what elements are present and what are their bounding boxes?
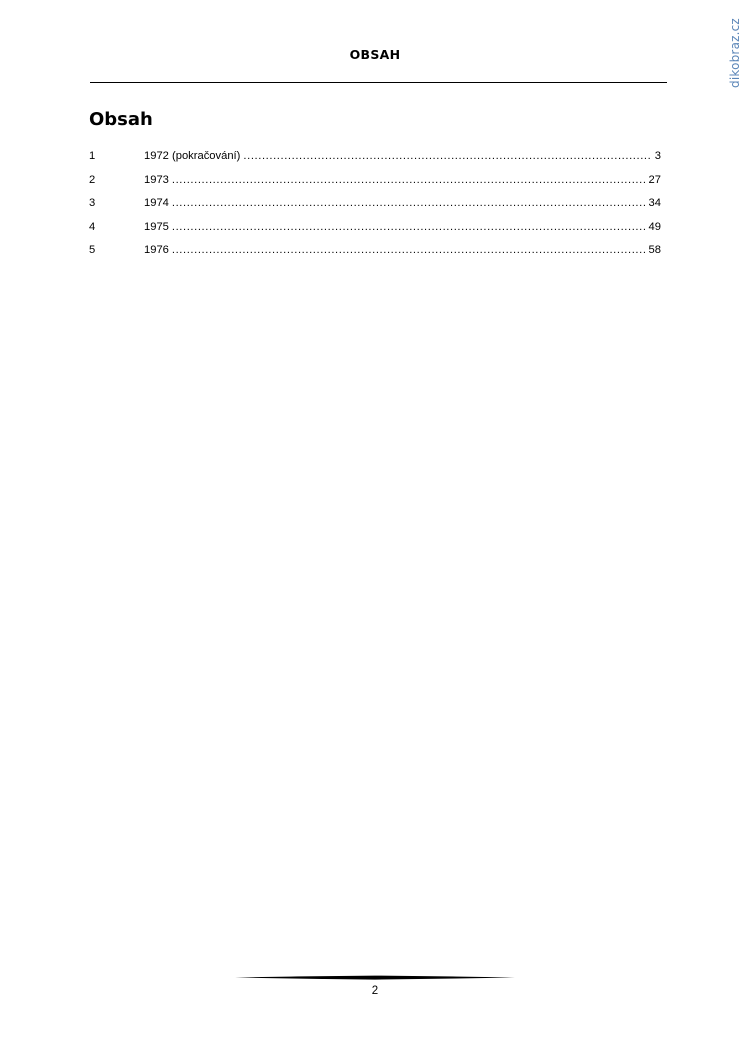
toc-entry[interactable] bbox=[89, 197, 661, 221]
toc-dot-leader bbox=[172, 197, 645, 209]
toc-entry-number: 5 bbox=[89, 244, 96, 256]
toc-entry-page[interactable]: 49 bbox=[648, 220, 661, 233]
toc-entry[interactable] bbox=[89, 150, 661, 174]
toc-entry-title[interactable]: 1976 bbox=[144, 244, 169, 256]
toc-entry-number: 2 bbox=[89, 173, 96, 186]
toc-entry-page[interactable]: 34 bbox=[648, 197, 661, 209]
toc-entry-title[interactable]: 1974 bbox=[144, 197, 169, 209]
header-rule bbox=[90, 82, 667, 83]
footer-rule bbox=[235, 975, 515, 980]
toc-dot-leader bbox=[172, 174, 645, 186]
site-watermark: dikobraz.cz bbox=[728, 18, 742, 88]
toc-entry-page[interactable]: 58 bbox=[648, 244, 661, 256]
running-header: OBSAH bbox=[349, 47, 401, 62]
toc-entry-number: 3 bbox=[89, 197, 96, 209]
toc-entry-title[interactable]: 1972 (pokračování) bbox=[144, 150, 241, 162]
toc-heading: Obsah bbox=[89, 109, 153, 130]
toc-entry-title[interactable]: 1973 bbox=[144, 173, 169, 186]
toc-list bbox=[89, 150, 661, 268]
toc-entry[interactable] bbox=[89, 244, 661, 268]
toc-entry-page[interactable]: 27 bbox=[648, 173, 661, 186]
toc-dot-leader bbox=[172, 244, 645, 256]
toc-entry-title[interactable]: 1975 bbox=[144, 220, 169, 233]
toc-dot-leader bbox=[243, 150, 650, 162]
page-number: 2 bbox=[371, 985, 379, 997]
toc-entry[interactable] bbox=[89, 174, 661, 198]
toc-entry-number: 1 bbox=[89, 150, 96, 162]
toc-entry-number: 4 bbox=[89, 220, 96, 233]
toc-entry[interactable] bbox=[89, 221, 661, 245]
toc-entry-page[interactable]: 3 bbox=[654, 150, 661, 162]
toc-dot-leader bbox=[172, 221, 645, 233]
